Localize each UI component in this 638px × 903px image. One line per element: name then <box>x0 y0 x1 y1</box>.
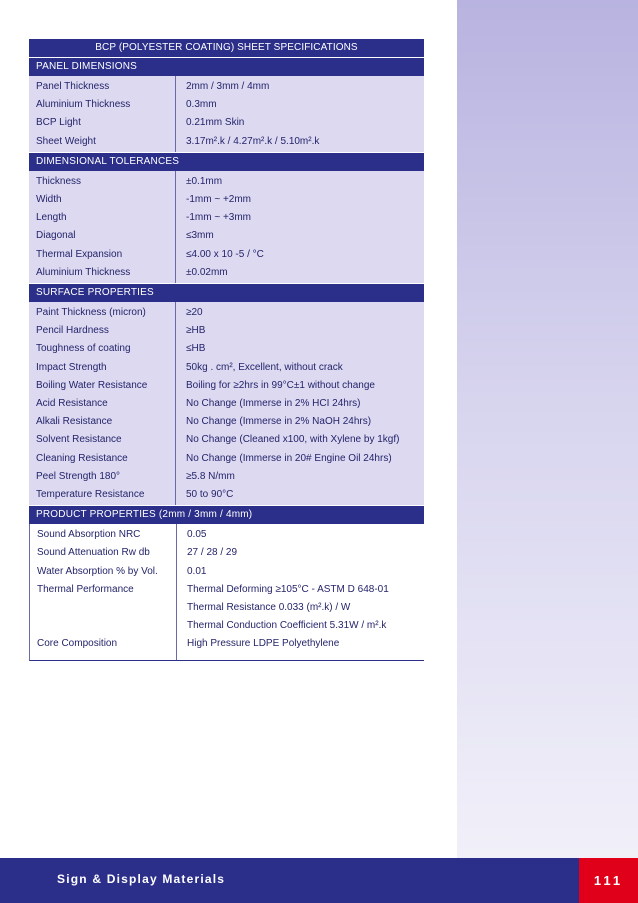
row-value: Thermal Conduction Coefficient 5.31W / m².k <box>187 620 387 632</box>
table-row <box>30 563 424 581</box>
row-value: Thermal Deforming ≥105°C - ASTM D 648-01 <box>187 583 389 595</box>
row-label: BCP Light <box>36 117 81 129</box>
row-value: No Change (Immerse in 2% HCI 24hrs) <box>186 398 361 410</box>
footer-label: Sign & Display Materials <box>57 872 226 886</box>
table-row <box>29 413 424 431</box>
row-label: Width <box>36 194 62 206</box>
table-row <box>29 468 424 486</box>
table-row <box>29 304 424 322</box>
row-label: Acid Resistance <box>36 398 108 410</box>
row-label: Thermal Expansion <box>36 248 123 260</box>
table-row <box>29 114 424 132</box>
row-value: -1mm ~ +3mm <box>186 212 252 224</box>
table-title: BCP (POLYESTER COATING) SHEET SPECIFICATIONS <box>29 39 424 57</box>
row-label: Paint Thickness (micron) <box>36 307 146 319</box>
row-value: ≤3mm <box>186 230 214 242</box>
row-label: Temperature Resistance <box>36 489 145 501</box>
page-footer <box>0 858 638 903</box>
row-value: 27 / 28 / 29 <box>187 547 238 559</box>
table-row <box>29 78 424 96</box>
table-row <box>29 340 424 358</box>
row-label: Alkali Resistance <box>36 416 113 428</box>
table-row <box>29 264 424 282</box>
row-label: Aluminium Thickness <box>36 99 131 111</box>
row-value: Boiling for ≥2hrs in 99°C±1 without change <box>186 379 375 391</box>
row-label: Sound Attenuation Rw db <box>37 547 150 559</box>
row-label: Diagonal <box>36 230 76 242</box>
table-row <box>29 133 424 151</box>
row-label: Thermal Performance <box>37 583 134 595</box>
table-row <box>29 431 424 449</box>
row-value: 0.01 <box>187 565 207 577</box>
section-header-product-properties: PRODUCT PROPERTIES (2mm / 3mm / 4mm) <box>29 505 424 524</box>
row-label: Peel Strength 180° <box>36 470 121 482</box>
row-value-group <box>176 581 389 636</box>
row-label: Thickness <box>36 175 82 187</box>
row-label: Cleaning Resistance <box>36 452 128 464</box>
row-label: Toughness of coating <box>36 343 131 355</box>
row-label: Impact Strength <box>36 361 107 373</box>
row-label: Water Absorption % by Vol. <box>37 565 158 577</box>
decorative-side-band <box>457 0 638 858</box>
row-value: 0.3mm <box>186 99 217 111</box>
row-value: ≤HB <box>186 343 206 355</box>
row-label: Sound Absorption NRC <box>37 529 141 541</box>
table-row <box>29 209 424 227</box>
row-value: 0.21mm Skin <box>186 117 245 129</box>
row-value: High Pressure LDPE Polyethylene <box>187 638 340 650</box>
row-label: Sheet Weight <box>36 135 96 147</box>
row-value: 50kg . cm², Excellent, without crack <box>186 361 343 373</box>
row-value: No Change (Cleaned x100, with Xylene by 1kgf) <box>186 434 400 446</box>
row-label: Aluminium Thickness <box>36 266 131 278</box>
row-value: Thermal Resistance 0.033 (m².k) / W <box>187 602 351 614</box>
row-value: No Change (Immerse in 20# Engine Oil 24hrs) <box>186 452 392 464</box>
section-body-surface-properties <box>29 302 424 505</box>
row-label: Pencil Hardness <box>36 325 109 337</box>
section-body-product-properties <box>29 524 424 660</box>
row-label: Core Composition <box>37 638 118 650</box>
row-value: 3.17m².k / 4.27m².k / 5.10m².k <box>186 135 320 147</box>
table-row <box>29 191 424 209</box>
row-value: ±0.02mm <box>186 266 228 278</box>
table-row <box>29 377 424 395</box>
table-row <box>29 322 424 340</box>
table-row <box>29 395 424 413</box>
page-number: 111 <box>579 858 638 903</box>
row-value: ≥20 <box>186 307 203 319</box>
row-label: Length <box>36 212 67 224</box>
table-row <box>29 173 424 191</box>
row-value: ≤4.00 x 10 -5 / °C <box>186 248 264 260</box>
table-row <box>29 96 424 114</box>
table-row <box>29 227 424 245</box>
row-label: Solvent Resistance <box>36 434 122 446</box>
table-row <box>30 526 424 544</box>
table-row <box>29 359 424 377</box>
table-row <box>29 450 424 468</box>
table-row <box>29 246 424 264</box>
row-value: ≥5.8 N/mm <box>186 470 235 482</box>
row-value: ±0.1mm <box>186 175 223 187</box>
table-row <box>29 486 424 504</box>
table-row <box>30 544 424 562</box>
section-header-dimensional-tolerances: DIMENSIONAL TOLERANCES <box>29 152 424 171</box>
section-header-panel-dimensions: PANEL DIMENSIONS <box>29 57 424 76</box>
spec-table <box>29 39 424 661</box>
row-value: -1mm ~ +2mm <box>186 194 252 206</box>
row-value: 2mm / 3mm / 4mm <box>186 81 270 92</box>
section-header-surface-properties: SURFACE PROPERTIES <box>29 283 424 302</box>
row-value: 0.05 <box>187 529 207 541</box>
section-body-panel-dimensions <box>29 76 424 152</box>
table-row <box>30 581 424 636</box>
row-value: 50 to 90°C <box>186 489 234 501</box>
table-row <box>30 635 424 653</box>
section-body-dimensional-tolerances <box>29 171 424 283</box>
row-label: Panel Thickness <box>36 81 110 92</box>
row-value: ≥HB <box>186 325 206 337</box>
row-value: No Change (Immerse in 2% NaOH 24hrs) <box>186 416 372 428</box>
row-label: Boiling Water Resistance <box>36 379 148 391</box>
